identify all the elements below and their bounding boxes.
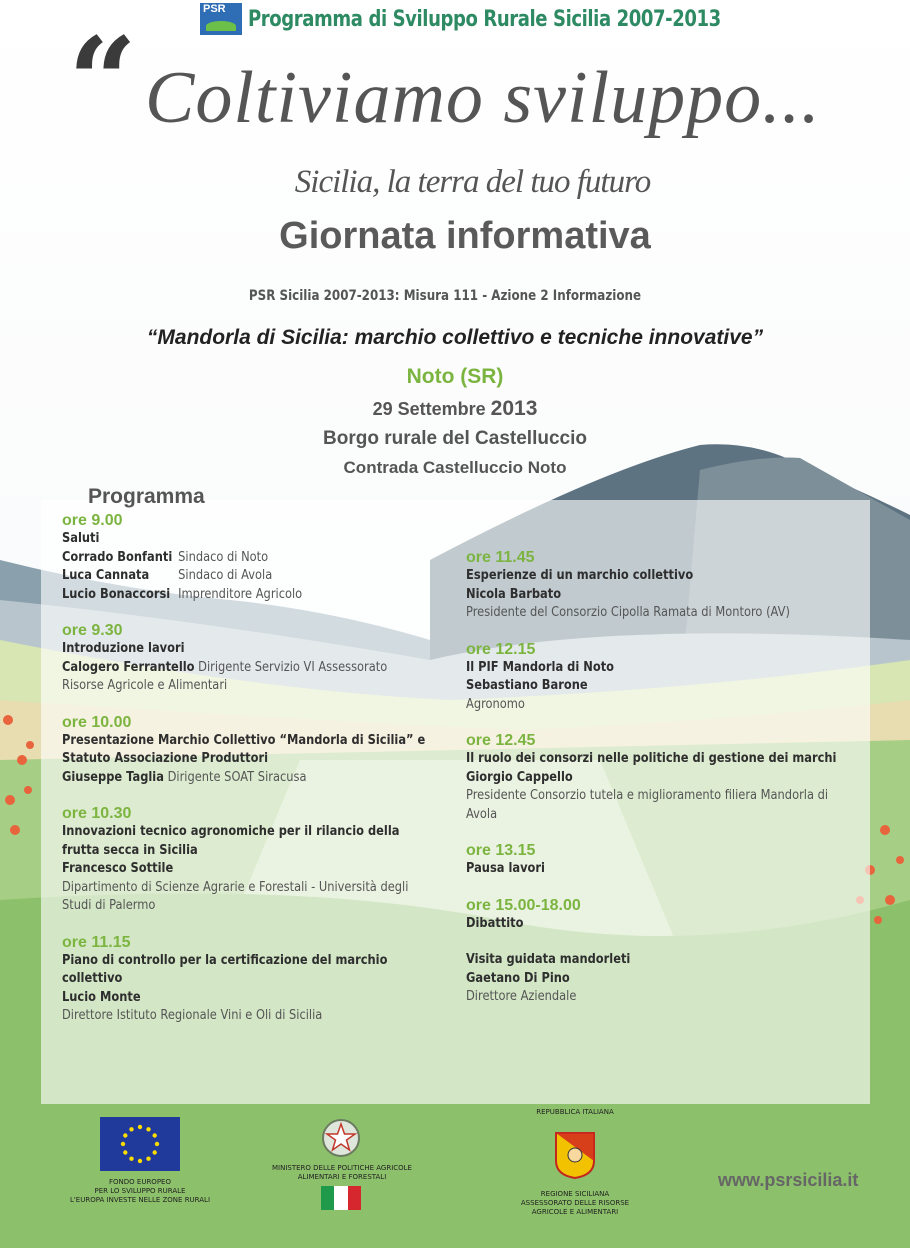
- session-title: Dibattito: [466, 915, 524, 931]
- speaker-role: Presidente del Consorzio Cipolla Ramata di Montoro (AV): [466, 605, 790, 620]
- session-time: ore 13.15: [466, 842, 536, 859]
- speaker-role: Presidente Consorzio tutela e miglioramento filiera Mandorla di: [466, 788, 829, 803]
- measure-line: PSR Sicilia 2007-2013: Misura 111 - Azione 2 Informazione: [248, 288, 642, 304]
- program-heading: Programma: [88, 485, 205, 508]
- session-title: Il PIF Mandorla di Noto: [466, 659, 615, 675]
- event-type: Giornata informativa: [279, 215, 651, 257]
- speaker-role: Dirigente Servizio VI Assessorato: [198, 659, 388, 675]
- eu-star-icon: [155, 1142, 159, 1146]
- eu-star-icon: [153, 1133, 157, 1137]
- speaker-name: Corrado Bonfanti: [62, 549, 173, 565]
- session-title: Presentazione Marchio Collettivo “Mandorla di Sicilia” e: [62, 732, 426, 748]
- speaker-role: Imprenditore Agricolo: [178, 586, 303, 602]
- event-address: Contrada Castelluccio Noto: [343, 458, 567, 477]
- session-title: Innovazioni tecnico agronomiche per il rilancio della: [62, 824, 400, 839]
- speaker-role: Agronomo: [466, 696, 525, 712]
- session-time: ore 10.30: [62, 805, 132, 822]
- ministry-caption: MINISTERO DELLE POLITICHE AGRICOLE ALIMENTARI E FORESTALI: [272, 1164, 412, 1181]
- program-column-right: [466, 549, 856, 1025]
- session-time: ore 12.15: [466, 640, 536, 658]
- sicily-region-emblem-icon: [554, 1131, 596, 1179]
- speaker-name: Luca Cannata: [62, 568, 150, 583]
- speaker-name: Lucio Monte: [62, 989, 141, 1005]
- session-time: ore 15.00-18.00: [466, 896, 581, 914]
- eu-star-icon: [123, 1133, 127, 1137]
- program-session: [466, 951, 856, 1007]
- website-link[interactable]: www.psrsicilia.it: [718, 1170, 859, 1190]
- event-city: Noto (SR): [406, 365, 504, 388]
- event-date: 29 Settembre 2013: [372, 397, 538, 420]
- program-session: [62, 622, 442, 696]
- speaker-name: Sebastiano Barone: [466, 678, 588, 693]
- session-time: ore 9.00: [62, 512, 123, 529]
- program-session: [62, 934, 442, 1026]
- speaker-role: Dipartimento di Scienze Agrarie e Forestali - Università degli: [62, 879, 409, 895]
- speaker-role: Sindaco di Noto: [178, 549, 269, 565]
- eu-star-icon: [153, 1150, 157, 1154]
- brand-title: Programma di Sviluppo Rurale Sicilia 2007-2013: [248, 6, 721, 32]
- psr-logo-icon: PSR: [200, 3, 242, 35]
- session-title: Visita guidata mandorleti: [466, 952, 631, 967]
- motto: Coltiviamo sviluppo...: [145, 57, 821, 139]
- italian-flag-icon: [321, 1186, 361, 1210]
- session-title: Pausa lavori: [466, 861, 545, 876]
- session-title: frutta secca in Sicilia: [62, 842, 198, 858]
- session-title: collettivo: [62, 971, 123, 986]
- speaker-name: Francesco Sottile: [62, 861, 174, 876]
- session-title: Esperienze di un marchio collettivo: [466, 568, 694, 583]
- speaker-name: Giuseppe Taglia: [62, 769, 164, 785]
- session-time: ore 11.45: [466, 549, 535, 566]
- speaker-name: Calogero Ferrantello: [62, 659, 195, 675]
- italian-emblem-icon: [320, 1116, 362, 1164]
- speaker-role: Direttore Aziendale: [466, 989, 577, 1004]
- eu-star-icon: [121, 1142, 125, 1146]
- speaker-name: Gaetano Di Pino: [466, 970, 570, 986]
- eu-star-icon: [138, 1125, 142, 1129]
- eu-star-icon: [129, 1127, 133, 1131]
- session-title: Introduzione lavori: [62, 641, 185, 656]
- session-title: Il ruolo dei consorzi nelle politiche di gestione dei marchi: [466, 751, 837, 766]
- program-session: [62, 714, 442, 788]
- speaker-role: Sindaco di Avola: [178, 568, 273, 583]
- program-session: [466, 641, 856, 715]
- quote-mark-icon: “: [68, 11, 138, 152]
- session-time: ore 9.30: [62, 622, 123, 639]
- session-title: Statuto Associazione Produttori: [62, 751, 269, 766]
- speaker-role: Dirigente SOAT Siracusa: [167, 769, 307, 785]
- program-column-left: [62, 512, 442, 1044]
- program-session: [62, 805, 442, 916]
- eu-star-icon: [146, 1127, 150, 1131]
- session-time: ore 11.15: [62, 933, 131, 951]
- speaker-name: Nicola Barbato: [466, 586, 562, 602]
- event-title: “Mandorla di Sicilia: marchio collettivo e tecniche innovative”: [146, 326, 764, 349]
- program-session: [466, 897, 856, 934]
- speaker-name: Giorgio Cappello: [466, 769, 573, 785]
- speaker-name: Lucio Bonaccorsi: [62, 586, 171, 602]
- event-venue: Borgo rurale del Castelluccio: [323, 428, 587, 449]
- session-title: Piano di controllo per la certificazione del marchio: [62, 952, 388, 968]
- speaker-role: Risorse Agricole e Alimentari: [62, 678, 228, 693]
- session-time: ore 12.45: [466, 732, 536, 749]
- eu-star-icon: [138, 1159, 142, 1163]
- speaker-role: Studi di Palermo: [62, 898, 156, 913]
- eu-flag-icon: [100, 1117, 180, 1171]
- program-session: [466, 549, 856, 623]
- program-session: [62, 512, 442, 604]
- region-caption: REGIONE SICILIANA ASSESSORATO DELLE RISORSE AGRICOLE E ALIMENTARI: [520, 1190, 630, 1216]
- eu-caption: FONDO EUROPEO PER LO SVILUPPO RURALE L'EUROPA INVESTE NELLE ZONE RURALI: [69, 1178, 211, 1204]
- eu-star-icon: [146, 1157, 150, 1161]
- republic-caption: REPUBBLICA ITALIANA: [536, 1108, 614, 1116]
- speaker-role: Direttore Istituto Regionale Vini e Oli di Sicilia: [62, 1008, 323, 1023]
- eu-star-icon: [123, 1150, 127, 1154]
- speaker-role: Avola: [466, 806, 498, 822]
- eu-star-icon: [129, 1157, 133, 1161]
- brand-header: [200, 2, 825, 36]
- session-time: ore 10.00: [62, 713, 132, 731]
- subtitle: Sicilia, la terra del tuo futuro: [294, 164, 651, 200]
- program-session: [466, 842, 856, 879]
- session-title: Saluti: [62, 531, 100, 546]
- program-session: [466, 732, 856, 824]
